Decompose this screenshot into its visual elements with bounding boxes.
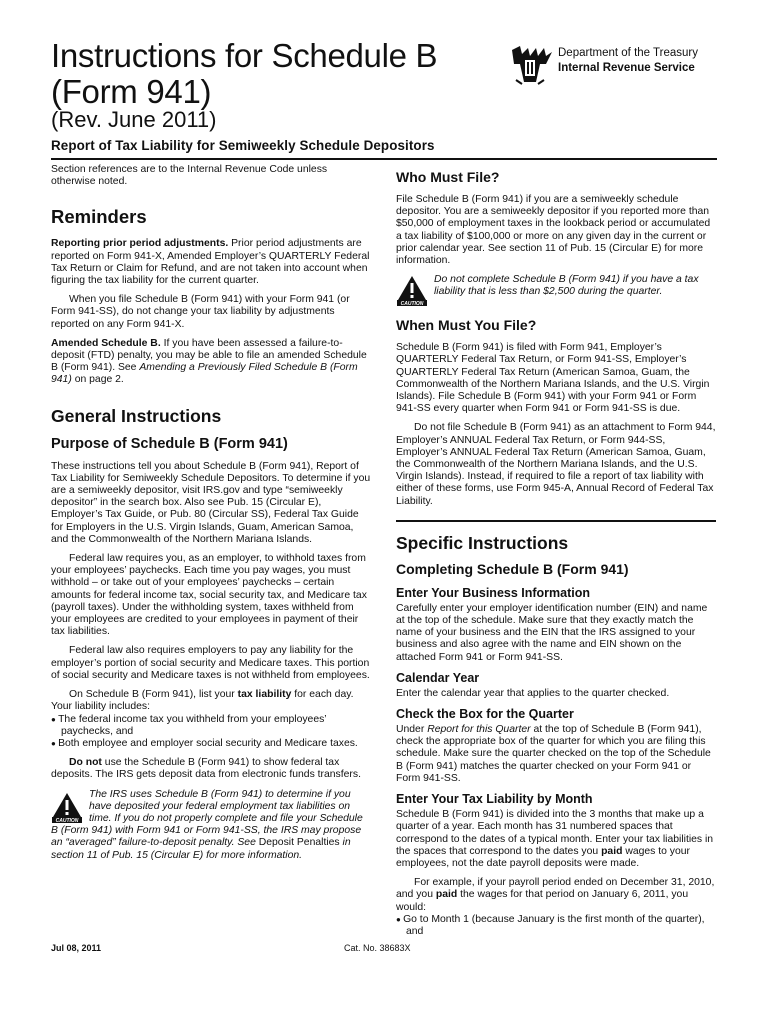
purpose-paragraph: These instructions tell you about Schedule B (Form 941), Report of Tax Liability for Semiweekly Schedule Depositors. To determine if you are a semiweekly depositor, visit IRS.gov and type “semiweekly depositor” in the search box. Also see Pub. 15 (Circular E), Employer’s Tax Guide, or Pub. 80 (Circular SS), Federal Tax Guide for Employers in the U.S. Virgin Islands, Guam, American Samoa, and the Commonwealth of the Northern Mariana Islands. [51,460,371,545]
footer-catalog-number: Cat. No. 38683X [344,943,411,953]
list-item: ● The federal income tax you withheld from your employees’ paychecks, and [51,714,371,738]
left-column [51,164,371,872]
section-rule [396,520,716,522]
calendar-year-heading: Calendar Year [396,670,480,685]
irs-eagle-logo-icon [506,42,554,86]
specific-instructions-heading: Specific Instructions [396,532,569,553]
check-quarter-heading: Check the Box for the Quarter [396,707,574,722]
tax-liability-month-paragraph: Schedule B (Form 941) is divided into the 3 months that make up a quarter of a year. Each month has 31 numbered spaces that correspond to the dates of a typical month. Enter your tax liabilities in the spaces that correspond to the dates you paid wages to your employees, not the date payroll deposits were made. [396,809,714,869]
footer-date: Jul 08, 2011 [51,943,102,953]
caution-icon [396,274,428,306]
check-quarter-paragraph: Under Report for this Quarter at the top of Schedule B (Form 941), check the appropriate box of the quarter for which you are filing this schedule. Make sure the quarter checked on the top of the Schedule B (Form 941) matches the quarter checked on your Form 941 or Form 941-SS. [396,724,711,784]
list-item: ● Both employee and employer social security and Medicare taxes. [51,738,371,750]
general-instructions-heading: General Instructions [51,405,222,426]
tax-liability-paragraph: On Schedule B (Form 941), list your tax liability for each day. Your liability includes: [51,689,354,713]
document-subtitle: Report of Tax Liability for Semiweekly Schedule Depositors [51,138,435,153]
header-rule [51,158,717,160]
who-must-file-heading: Who Must File? [396,169,500,185]
list-item: ● Go to Month 1 (because January is the first month of the quarter), and [396,914,716,938]
business-info-paragraph: Carefully enter your employer identification number (EIN) and name at the top of the schedule. Make sure that they exactly match the name of your business and the EIN that the IRS assigned to your business and also agree with the name and EIN shown on the attached Form 941 or Form 941-SS. [396,602,708,663]
when-must-file-paragraph-2: Do not file Schedule B (Form 941) as an attachment to Form 944, Employer’s ANNUAL Federal Tax Return, or Form 944-SS, Employer’s ANNUAL Federal Tax Return (American Samoa, Guam, the Commonwealth of the Northern Mariana Islands, and the U.S. Virgin Islands). Instead, if required to file a report of tax liability with either of these forms, use Form 945-A, Annual Record of Federal Tax Liability. [396,422,716,507]
who-must-file-paragraph: File Schedule B (Form 941) if you are a semiweekly schedule depositor. You are a semiweekly depositor if you reported more than $50,000 of employment taxes in the lookback period or accumulated a tax liability of $100,000 or more on any given day in the current or prior calendar year. See section 11 of Pub. 15 (Circular E) for more information. [396,194,711,267]
federal-law-paragraph-2: Federal law also requires employers to pay any liability for the employer’s portion of social security and Medicare taxes. This portion of social security and Medicare taxes is not withheld from employees. [51,645,370,681]
document-title: Instructions for Schedule B (Form 941) [51,37,438,110]
do-not-paragraph: Do not use the Schedule B (Form 941) to show federal tax deposits. The IRS gets deposit data from electronic funds transfers. [51,757,361,781]
when-must-file-heading: When Must You File? [396,317,537,334]
federal-law-paragraph-1: Federal law requires you, as an employer, to withhold taxes from your employees’ paychecks. Each time you pay wages, you must withhold – or take out of your employees’ paychecks – certain amounts for federal income tax, social security tax, and Medicare tax (payroll taxes). Under the withholding system, taxes withheld from your employees are credited to your employees in payment of their tax liabilities. [51,553,367,638]
completing-schedule-heading: Completing Schedule B (Form 941) [396,560,629,577]
caution-note-penalty: CAUTION The IRS uses Schedule B (Form 941) to determine if you have deposited your federal employment tax liabilities on time. If you do not properly complete and file your Schedule B (Form 941) with Form 941 or Form 941-SS, the IRS may propose an “averaged” failure-to-deposit penalty. See Deposit Penalties in section 11 of Pub. 15 (Circular E) for more information. [51,788,363,861]
agency-name: Department of the Treasury Internal Revenue Service [558,47,698,74]
reminders-heading: Reminders [51,206,147,228]
example-paragraph: For example, if your payroll period ended on December 31, 2010, and you paid the wages for that period on January 6, 2011, you would: [396,877,715,913]
example-list [396,914,716,938]
right-column [396,164,716,945]
liability-list [51,714,371,751]
business-info-heading: Enter Your Business Information [396,585,591,600]
reporting-adjustments-paragraph: Reporting prior period adjustments. Prior period adjustments are reported on Form 941-X, Amended Employer’s QUARTERLY Federal Tax Return or Claim for Refund, and are not taken into account when figuring the tax liability for the current quarter. [51,238,370,287]
when-must-file-paragraph-1: Schedule B (Form 941) is filed with Form 941, Employer’s QUARTERLY Federal Tax Return, or Form 941-SS, Employer’s QUARTERLY Federal Tax Return (American Samoa, Guam, the Commonwealth of the Northern Mariana Islands, and the U.S. Virgin Islands). File Schedule B (Form 941) with your Form 941 or Form 941-SS every quarter when Form 941 or Form 941-SS is due. [396,342,710,415]
amended-schedule-paragraph: Amended Schedule B. If you have been assessed a failure-to-deposit (FTD) penalty, you may be able to file an amended Schedule B (Form 941). See Amending a Previously Filed Schedule B (Form 941) on page 2. [51,337,367,386]
caution-note-threshold: CAUTION Do not complete Schedule B (Form 941) if you have a tax liability that is less than $2,500 during the quarter. [396,274,716,306]
file-with-paragraph: When you file Schedule B (Form 941) with your Form 941 (or Form 941-SS), do not change your tax liability by adjustments reported on any Form 941-X. [51,294,350,330]
purpose-heading: Purpose of Schedule B (Form 941) [51,435,288,452]
svg-text:CAUTION: CAUTION [55,817,79,823]
intro-paragraph: Section references are to the Internal Revenue Code unless otherwise noted. [51,164,328,188]
calendar-year-paragraph: Enter the calendar year that applies to the quarter checked. [396,687,670,699]
caution-icon [51,791,83,823]
revision-date: (Rev. June 2011) [51,107,217,132]
svg-text:CAUTION: CAUTION [400,301,424,307]
tax-liability-month-heading: Enter Your Tax Liability by Month [396,792,593,807]
